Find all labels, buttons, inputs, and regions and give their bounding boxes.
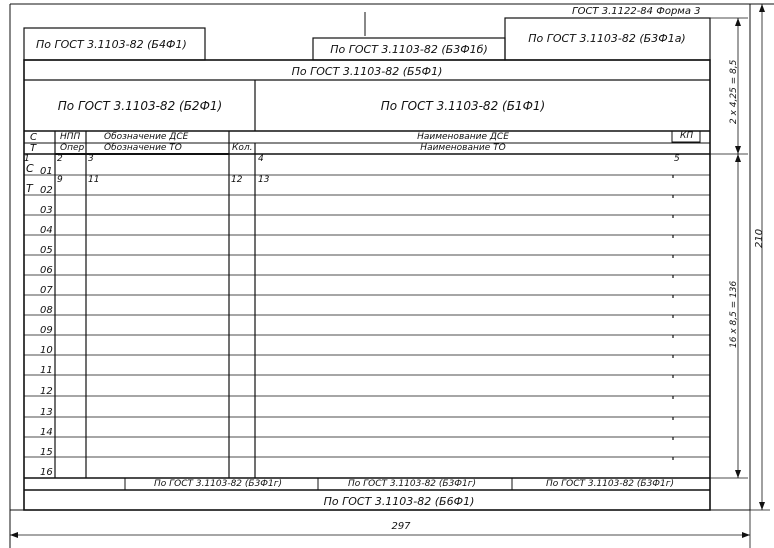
col-npp: НПП — [60, 132, 81, 142]
row-number: 03 — [40, 205, 53, 216]
col-kp: КП — [680, 131, 694, 141]
col-to-name: Наименование ТО — [420, 143, 506, 153]
cell-number: 13 — [258, 175, 270, 185]
row-number: 11 — [40, 365, 53, 376]
cell-number: 11 — [88, 175, 100, 185]
row-number: 05 — [40, 245, 53, 256]
block-b3f1b: По ГОСТ 3.1103-82 (Б3Ф1б) — [330, 43, 488, 56]
cell-number: 5 — [674, 154, 680, 164]
col-oper: Опер — [60, 143, 85, 153]
cell-number: 9 — [57, 175, 63, 185]
row-code-c: С — [30, 132, 37, 143]
standard-form-label: ГОСТ 3.1122-84 Форма 3 — [572, 6, 701, 17]
row-number: 15 — [40, 447, 53, 458]
row-number: 01 — [40, 166, 53, 177]
row-number: 06 — [40, 265, 53, 276]
row-number: 13 — [40, 407, 53, 418]
col-dse-designation: Обозначение ДСЕ — [104, 132, 189, 142]
cell-number: 3 — [88, 154, 94, 164]
row-number: 07 — [40, 285, 53, 296]
row-number: 08 — [40, 305, 53, 316]
cell-number: 2 — [57, 154, 63, 164]
row-number: 09 — [40, 325, 53, 336]
row-number: 14 — [40, 427, 53, 438]
row-number: 12 — [40, 386, 53, 397]
footer-b3f1g-3: По ГОСТ 3.1103-82 (Б3Ф1г) — [545, 479, 675, 489]
col-qty: Кол. — [232, 143, 253, 153]
block-b1f1: По ГОСТ 3.1103-82 (Б1Ф1) — [380, 99, 546, 113]
dimension-height: 210 — [754, 228, 765, 248]
row-number: 02 — [40, 185, 53, 196]
cell-number: 4 — [258, 154, 264, 164]
row-number: 10 — [40, 345, 53, 356]
footer-b6f1: По ГОСТ 3.1103-82 (Б6Ф1) — [323, 495, 475, 508]
footer-b3f1g-1: По ГОСТ 3.1103-82 (Б3Ф1г) — [153, 479, 283, 489]
block-b3f1a: По ГОСТ 3.1103-82 (Б3Ф1а) — [528, 32, 686, 45]
dimension-top-block: 2 х 4,25 = 8,5 — [729, 59, 739, 124]
row-number: 16 — [40, 467, 53, 478]
row-code-t: Т — [30, 143, 37, 154]
row-prefix-c: С — [26, 162, 34, 175]
footer-b3f1g-2: По ГОСТ 3.1103-82 (Б3Ф1г) — [347, 479, 477, 489]
cell-number: 1 — [24, 154, 30, 164]
dimension-rows-block: 16 х 8,5 = 136 — [729, 280, 739, 348]
col-to-designation: Обозначение ТО — [104, 143, 182, 153]
row-prefix-t: Т — [26, 182, 33, 195]
block-b2f1: По ГОСТ 3.1103-82 (Б2Ф1) — [57, 99, 223, 113]
row-number: 04 — [40, 225, 53, 236]
cell-number: 12 — [231, 175, 243, 185]
block-b4f1: По ГОСТ 3.1103-82 (Б4Ф1) — [36, 38, 187, 51]
col-dse-name: Наименование ДСЕ — [417, 132, 509, 142]
dimension-width: 297 — [391, 521, 411, 532]
block-b5f1: По ГОСТ 3.1103-82 (Б5Ф1) — [291, 65, 443, 78]
